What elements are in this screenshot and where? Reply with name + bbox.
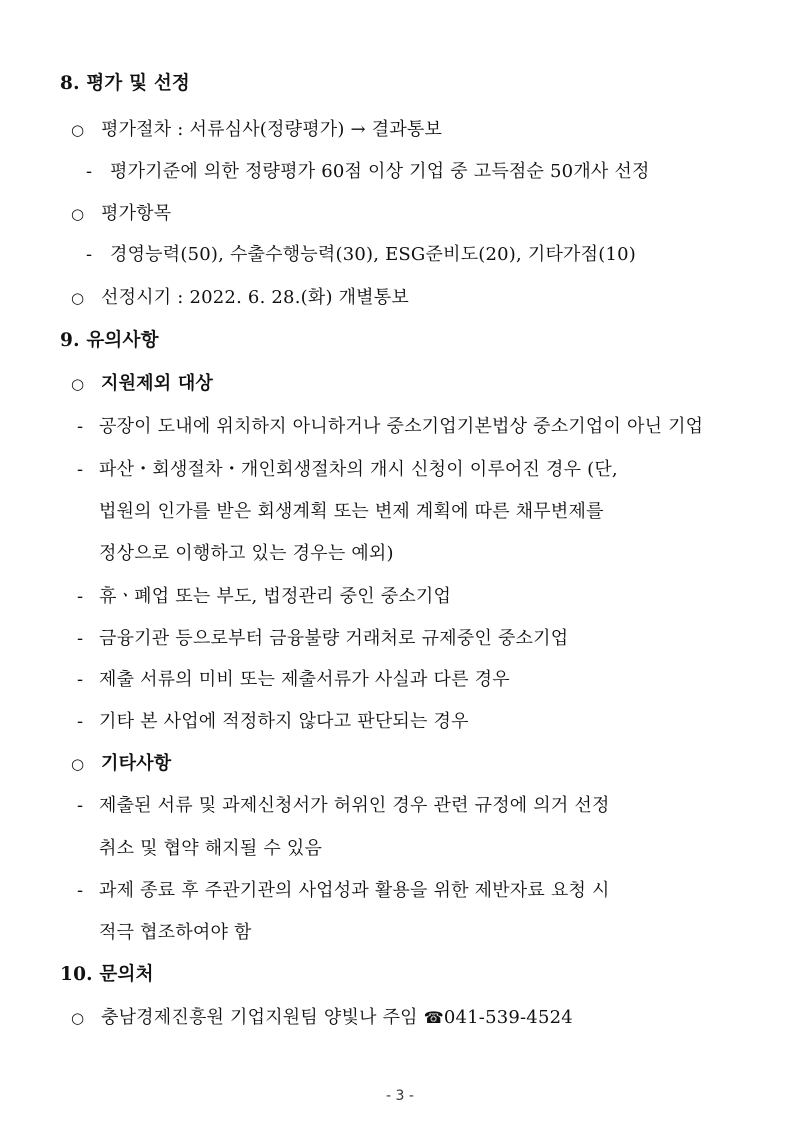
bullet-dash: - xyxy=(77,880,84,901)
page-number: - 3 - xyxy=(386,1088,414,1104)
s8-criteria: - 평가기준에 의한 정량평가 60점 이상 기업 중 고득점순 50개사 선정 xyxy=(86,161,650,182)
s9-etc-heading: ○ 기타사항 xyxy=(71,753,172,774)
s9-exclusion-item-4: - 금융기관 등으로부터 금융불량 거래처로 규제중인 중소기업 xyxy=(77,628,569,649)
phone-number: 041-539-4524 xyxy=(443,1007,573,1028)
s9-etc-item-1-cont: 취소 및 협약 해지될 수 있음 xyxy=(99,838,323,859)
telephone-icon: ☎ xyxy=(423,1008,444,1027)
bullet-dash: - xyxy=(77,586,84,607)
bullet-dash: - xyxy=(77,669,84,690)
s8-timing: ○ 선정시기 : 2022. 6. 28.(화) 개별통보 xyxy=(71,287,409,308)
bullet-dash: - xyxy=(77,416,84,437)
contact-text: 충남경제진흥원 기업지원팀 양빛나 주임 xyxy=(101,1007,418,1028)
bullet-dash: - xyxy=(77,711,84,732)
bullet-circle: ○ xyxy=(71,289,85,307)
bullet-dash: - xyxy=(86,244,93,265)
s9-etc-item-2: - 과제 종료 후 주관기관의 사업성과 활용을 위한 제반자료 요청 시 xyxy=(77,880,610,901)
bullet-circle: ○ xyxy=(71,121,85,139)
s9-exclusion-item-6: - 기타 본 사업에 적정하지 않다고 판단되는 경우 xyxy=(77,711,469,732)
bullet-dash: - xyxy=(77,795,84,816)
s9-exclusion-item-2-cont: 법원의 인가를 받은 회생계획 또는 변제 계획에 따른 채무변제를 xyxy=(99,501,604,522)
bullet-circle: ○ xyxy=(71,755,85,773)
s10-contact xyxy=(71,1006,573,1030)
bullet-dash: - xyxy=(77,628,84,649)
s9-etc-item-1: - 제출된 서류 및 과제신청서가 허위인 경우 관련 규정에 의거 선정 xyxy=(77,795,610,816)
s8-items: - 경영능력(50), 수출수행능력(30), ESG준비도(20), 기타가점(10) xyxy=(86,244,636,265)
s8-procedure: ○ 평가절차 : 서류심사(정량평가) → 결과통보 xyxy=(71,119,443,140)
section-8-title: 8. 평가 및 선정 xyxy=(60,73,190,94)
bullet-dash: - xyxy=(86,161,93,182)
s9-etc-item-2-cont: 적극 협조하여야 함 xyxy=(99,922,252,943)
bullet-circle: ○ xyxy=(71,375,85,393)
s9-exclusion-item-2: - 파산・회생절차・개인회생절차의 개시 신청이 이루어진 경우 (단, xyxy=(77,459,618,480)
s9-exclusion-item-3: - 휴ㆍ폐업 또는 부도, 법정관리 중인 중소기업 xyxy=(77,586,452,607)
bullet-circle: ○ xyxy=(71,205,85,223)
section-9-title: 9. 유의사항 xyxy=(60,330,159,351)
s9-exclusion-item-2-cont: 정상으로 이행하고 있는 경우는 예외) xyxy=(99,543,394,564)
bullet-dash: - xyxy=(77,459,84,480)
s9-exclusion-item-1: - 공장이 도내에 위치하지 아니하거나 중소기업기본법상 중소기업이 아닌 기업 xyxy=(77,416,704,437)
s8-items-heading: ○ 평가항목 xyxy=(71,203,172,224)
section-10-title: 10. 문의처 xyxy=(60,964,154,985)
bullet-circle: ○ xyxy=(71,1009,85,1027)
s9-exclusion-item-5: - 제출 서류의 미비 또는 제출서류가 사실과 다른 경우 xyxy=(77,669,510,690)
s9-exclusion-heading: ○ 지원제외 대상 xyxy=(71,373,213,394)
